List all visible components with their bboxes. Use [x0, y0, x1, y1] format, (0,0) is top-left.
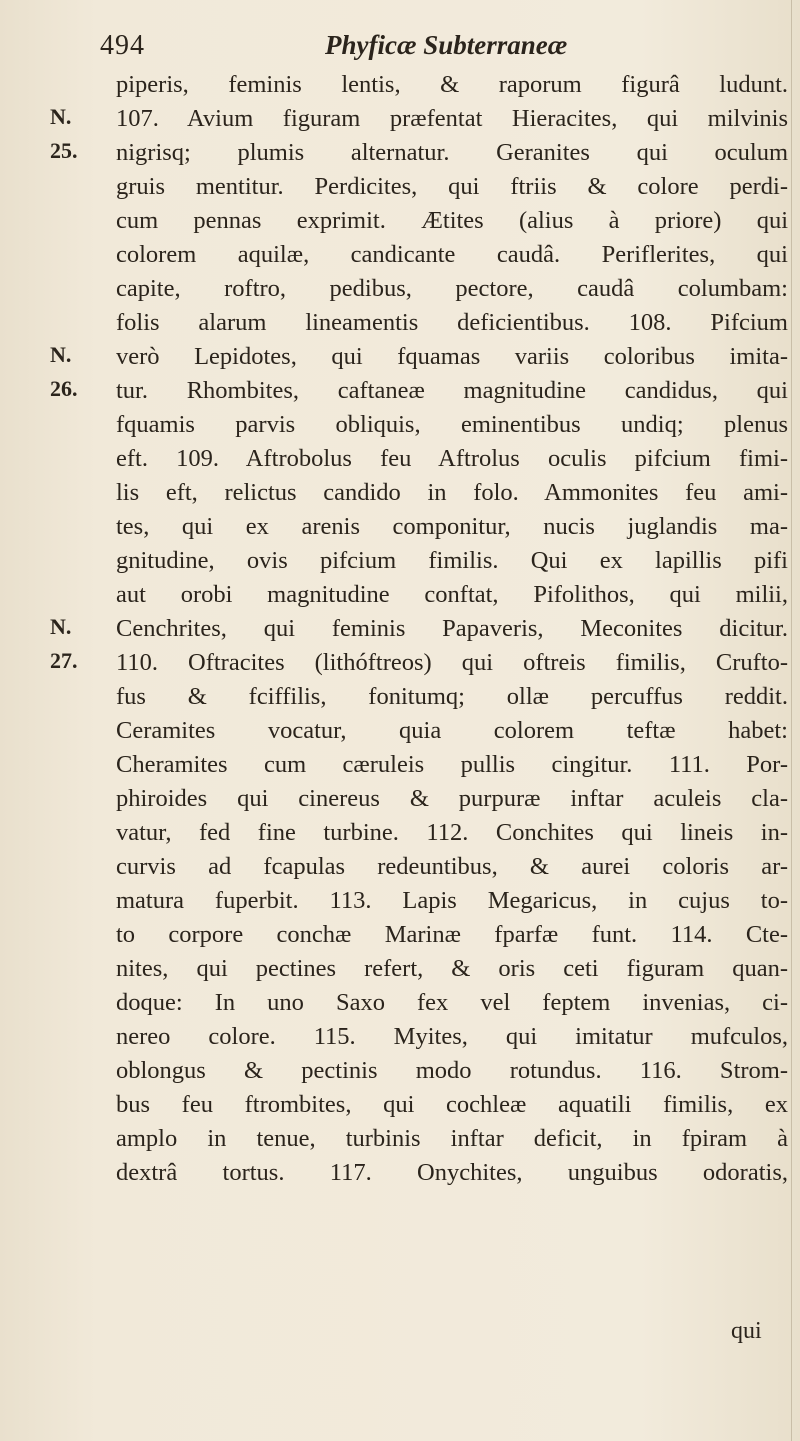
margin-note: 25. — [50, 138, 78, 163]
text-line: Cheramites cum cæruleis pullis cingitur. 111. Por- — [116, 751, 788, 778]
text-line: 110. Oftracites (lithóftreos) qui oftreis fimilis, Crufto- — [116, 649, 788, 676]
page-edge-divider — [791, 0, 792, 1441]
text-line: folis alarum lineamentis deficientibus. 108. Pifcium — [116, 309, 788, 336]
text-line: capite, roftro, pedibus, pectore, caudâ columbam: — [116, 275, 788, 302]
margin-note: 26. — [50, 376, 78, 401]
text-line: nereo colore. 115. Myites, qui imitatur mufculos, — [116, 1023, 788, 1050]
text-line: fus & fciffilis, fonitumq; ollæ percuffus reddit. — [116, 683, 788, 710]
margin-note: 27. — [50, 648, 78, 673]
text-line: oblongus & pectinis modo rotundus. 116. Strom- — [116, 1057, 788, 1084]
page-number: 494 — [100, 30, 145, 61]
margin-note: N. — [50, 614, 72, 639]
text-line: dextrâ tortus. 117. Onychites, unguibus odoratis, — [116, 1159, 788, 1186]
text-line: curvis ad fcapulas redeuntibus, & aurei coloris ar- — [116, 853, 788, 880]
text-line: vatur, fed fine turbine. 112. Conchites qui lineis in- — [116, 819, 788, 846]
text-line: doque: In uno Saxo fex vel feptem invenias, ci- — [116, 989, 788, 1016]
text-line: fquamis parvis obliquis, eminentibus undiq; plenus — [116, 411, 788, 438]
text-line: nites, qui pectines refert, & oris ceti figuram quan- — [116, 955, 788, 982]
text-line: tur. Rhombites, caftaneæ magnitudine candidus, qui — [116, 377, 788, 404]
text-line: phiroides qui cinereus & purpuræ inftar aculeis cla- — [116, 785, 788, 812]
body-text — [116, 68, 788, 1190]
text-line: matura fuperbit. 113. Lapis Megaricus, in cujus to- — [116, 887, 788, 914]
text-line: to corpore conchæ Marinæ fparfæ funt. 114. Cte- — [116, 921, 788, 948]
text-line: 107. Avium figuram præfentat Hieracites, qui milvinis — [116, 105, 788, 132]
running-title: Phyficæ Subterraneæ — [325, 30, 568, 60]
text-line: bus feu ftrombites, qui cochleæ aquatili fimilis, ex — [116, 1091, 788, 1118]
text-line: tes, qui ex arenis componitur, nucis juglandis ma- — [116, 513, 788, 540]
text-line: colorem aquilæ, candicante caudâ. Periflerites, qui — [116, 241, 788, 268]
text-line: gnitudine, ovis pifcium fimilis. Qui ex lapillis pifi — [116, 547, 788, 574]
text-line: Cenchrites, qui feminis Papaveris, Meconites dicitur. — [116, 615, 788, 642]
catchword: qui — [731, 1318, 762, 1344]
margin-note: N. — [50, 342, 72, 367]
text-line: Ceramites vocatur, quia colorem teftæ habet: — [116, 717, 788, 744]
text-line: amplo in tenue, turbinis inftar deficit, in fpiram à — [116, 1125, 788, 1152]
margin-note: N. — [50, 104, 72, 129]
text-line: aut orobi magnitudine conftat, Pifolithos, qui milii, — [116, 581, 788, 608]
text-line: nigrisq; plumis alternatur. Geranites qui oculum — [116, 139, 788, 166]
page-header — [100, 22, 700, 66]
text-line: gruis mentitur. Perdicites, qui ftriis & colore perdi- — [116, 173, 788, 200]
text-line: eft. 109. Aftrobolus feu Aftrolus oculis pifcium fimi- — [116, 445, 788, 472]
text-line: cum pennas exprimit. Ætites (alius à priore) qui — [116, 207, 788, 234]
text-line: piperis, feminis lentis, & raporum figurâ ludunt. — [116, 71, 788, 98]
text-line: lis eft, relictus candido in folo. Ammonites feu ami- — [116, 479, 788, 506]
text-line: verò Lepidotes, qui fquamas variis coloribus imita- — [116, 343, 788, 370]
